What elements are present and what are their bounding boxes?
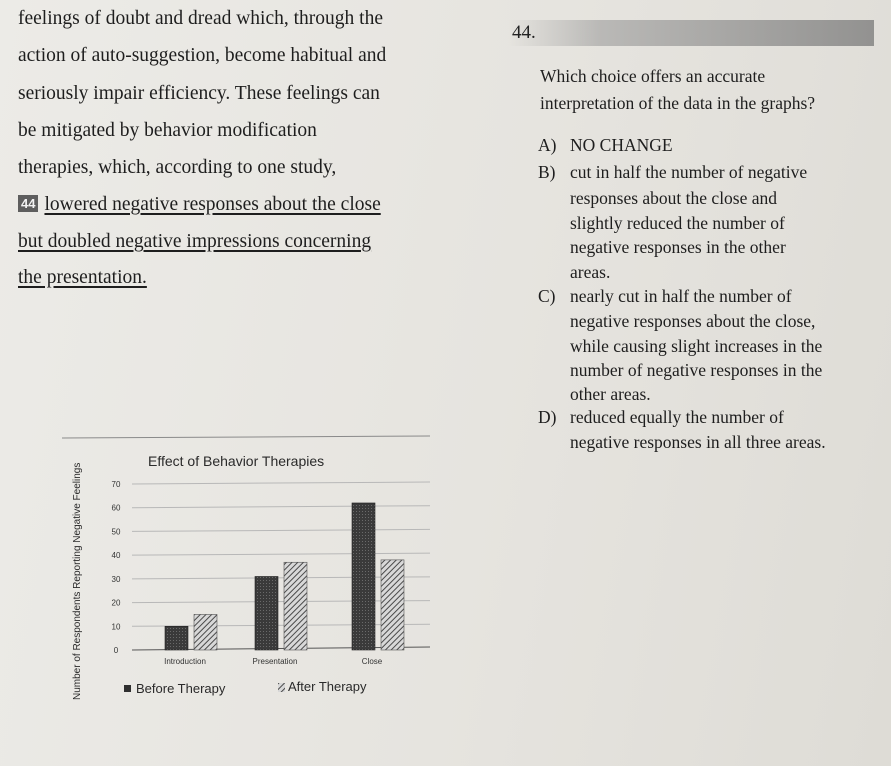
- gridline: [132, 529, 430, 531]
- bar-chart-svg: [56, 430, 456, 730]
- gridline: [132, 506, 430, 508]
- choice-b[interactable]: [538, 162, 807, 183]
- bar-before-therapy: [165, 626, 188, 650]
- gridline: [132, 553, 430, 555]
- bar-after-therapy: [194, 614, 217, 650]
- passage-line: be mitigated by behavior modification: [18, 120, 317, 141]
- y-axis-label: Number of Respondents Reporting Negative Feelings: [72, 462, 83, 700]
- choice-letter: D): [538, 407, 557, 427]
- underlined-line: [18, 194, 381, 216]
- legend-swatch-before: [124, 685, 131, 692]
- y-tick-label: 40: [111, 551, 121, 561]
- underlined-text: the presentation.: [18, 267, 147, 288]
- y-tick-label: 20: [111, 598, 121, 608]
- choice-letter: C): [538, 286, 556, 306]
- choice-text: while causing slight increases in the: [570, 336, 823, 356]
- chart-title: Effect of Behavior Therapies: [148, 453, 325, 469]
- bar-chart: [56, 430, 456, 730]
- legend-after-label: After Therapy: [288, 679, 367, 694]
- y-tick-label: 70: [111, 480, 121, 489]
- underlined-text: lowered negative responses about the close: [44, 194, 381, 215]
- underlined-line: [18, 267, 147, 289]
- choice-text: negative responses in the other: [570, 237, 786, 257]
- legend-before-label: Before Therapy: [136, 681, 226, 696]
- y-tick-label: 50: [111, 527, 121, 537]
- y-tick-label: 60: [111, 503, 121, 513]
- choice-c[interactable]: [538, 286, 792, 307]
- choice-text: reduced equally the number of: [570, 407, 784, 427]
- underlined-line: [18, 231, 371, 253]
- choice-text: responses about the close and: [570, 188, 778, 208]
- bar-before-therapy: [352, 503, 375, 650]
- bar-after-therapy: [381, 560, 404, 650]
- question-header: [508, 20, 874, 46]
- x-category-label: Introduction: [164, 657, 206, 666]
- choice-letter: B): [538, 162, 556, 182]
- question-number: 44.: [512, 22, 536, 43]
- passage-line: therapies, which, according to one study,: [18, 157, 337, 178]
- underlined-text: but doubled negative impressions concerning: [18, 231, 372, 252]
- choice-text: areas.: [570, 262, 611, 282]
- choice-text: other areas.: [570, 384, 651, 404]
- choice-a[interactable]: [538, 135, 673, 156]
- choice-text: negative responses in all three areas.: [570, 432, 826, 452]
- choice-text: negative responses about the close,: [570, 311, 816, 331]
- bar-after-therapy: [284, 562, 307, 650]
- question-prompt: Which choice offers an accurate: [540, 66, 766, 86]
- passage-line: action of auto-suggestion, become habitual and: [18, 45, 387, 66]
- gridline: [132, 482, 430, 484]
- x-category-label: Presentation: [252, 657, 298, 666]
- y-tick-label: 10: [111, 622, 121, 632]
- choice-text: cut in half the number of negative: [570, 162, 808, 182]
- choice-text: slightly reduced the number of: [570, 213, 785, 233]
- choice-text: nearly cut in half the number of: [570, 286, 792, 306]
- choice-d[interactable]: [538, 407, 784, 428]
- question-marker: 44: [18, 195, 38, 212]
- passage-line: seriously impair efficiency. These feelings can: [18, 83, 380, 104]
- choice-letter: A): [538, 135, 557, 155]
- y-tick-label: 0: [113, 646, 119, 655]
- choice-text: number of negative responses in the: [570, 360, 823, 380]
- question-prompt: interpretation of the data in the graphs?: [540, 93, 816, 113]
- bar-before-therapy: [255, 576, 278, 650]
- legend-swatch-after: [278, 683, 285, 692]
- chart-frame-line: [62, 436, 430, 438]
- y-tick-label: 30: [111, 574, 121, 584]
- passage-line: feelings of doubt and dread which, through the: [18, 8, 383, 29]
- x-category-label: Close: [361, 657, 383, 666]
- choice-text: NO CHANGE: [570, 135, 673, 155]
